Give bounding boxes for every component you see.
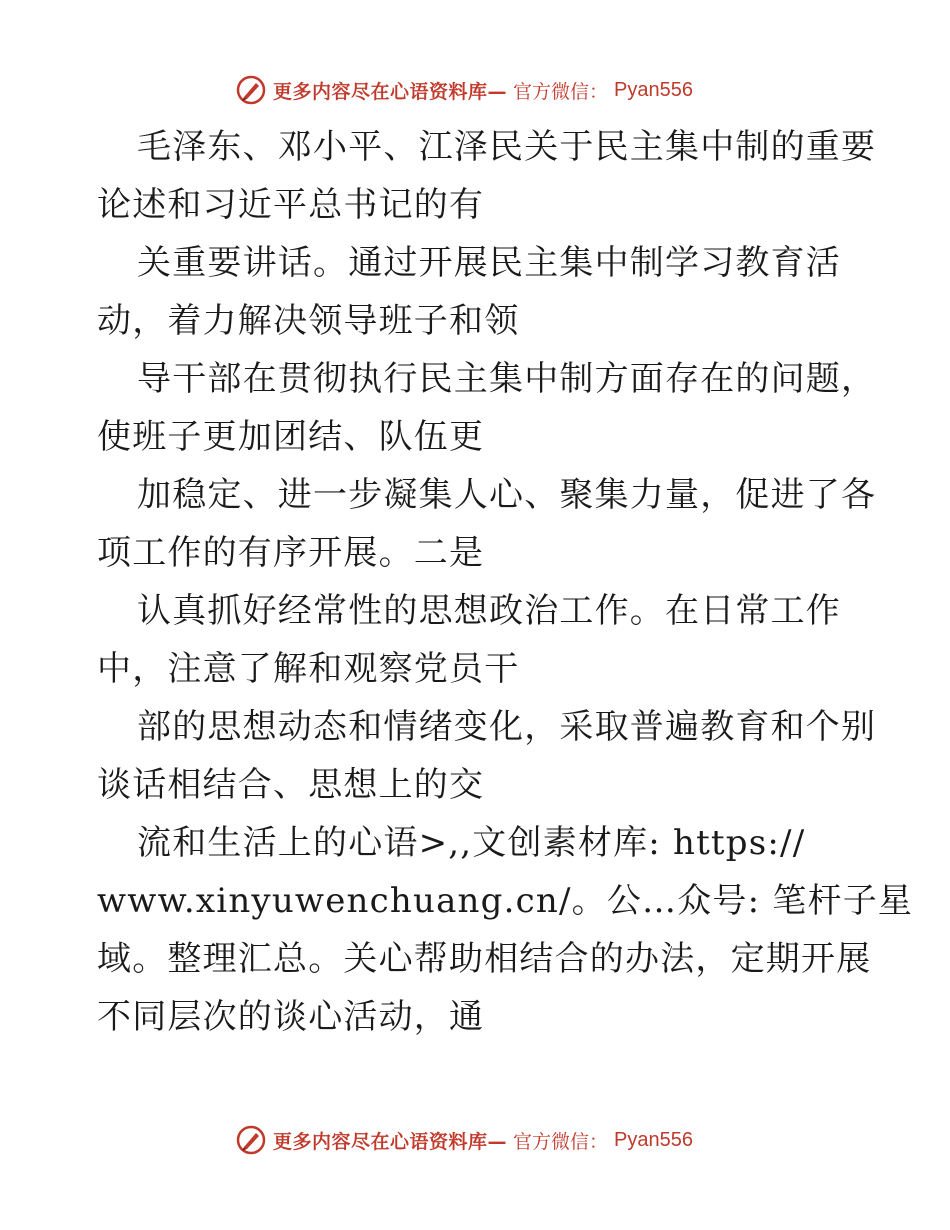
body-line: 不同层次的谈心活动，通 <box>97 997 485 1037</box>
body-line: 域。整理汇总。关心帮助相结合的办法，定期开展 <box>97 939 872 979</box>
body-line: 动，着力解决领导班子和领 <box>97 301 520 341</box>
body-line: 认真抓好经常性的思想政治工作。在日常工作 <box>137 591 841 631</box>
pen-logo-icon <box>235 74 267 106</box>
body-line: 项工作的有序开展。二是 <box>97 533 485 573</box>
footer-banner <box>235 1120 715 1160</box>
banner-brand-text: 更多内容尽在心语资料库— <box>273 1130 508 1153</box>
document-body <box>97 118 914 1046</box>
body-line: 毛泽东、邓小平、江泽民关于民主集中制的重要 <box>137 127 877 167</box>
banner-wechat-id: Pyan556 <box>614 78 693 101</box>
body-line: 加稳定、进一步凝集人心、聚集力量，促进了各 <box>137 475 877 515</box>
body-line: 中，注意了解和观察党员干 <box>97 649 520 689</box>
body-line: 导干部在贯彻执行民主集中制方面存在的问题， <box>137 359 877 399</box>
pen-logo-icon <box>235 1124 267 1156</box>
body-line: 谈话相结合、思想上的交 <box>97 765 485 805</box>
body-line: 流和生活上的心语>,,文创素材库: https:// <box>137 823 806 863</box>
body-line: 论述和习近平总书记的有 <box>97 185 485 225</box>
banner-wechat-label: 官方微信： <box>513 80 609 103</box>
body-line: 使班子更加团结、队伍更 <box>97 417 485 457</box>
banner-brand-text: 更多内容尽在心语资料库— <box>273 80 508 103</box>
header-banner <box>235 70 715 110</box>
banner-wechat-label: 官方微信： <box>513 1130 609 1153</box>
body-line: www.xinyuwenchuang.cn/。公…众号: 笔杆子星 <box>97 881 914 921</box>
body-line: 部的思想动态和情绪变化，采取普遍教育和个别 <box>137 707 877 747</box>
banner-wechat-id: Pyan556 <box>614 1128 693 1151</box>
body-line: 关重要讲话。通过开展民主集中制学习教育活 <box>137 243 841 283</box>
